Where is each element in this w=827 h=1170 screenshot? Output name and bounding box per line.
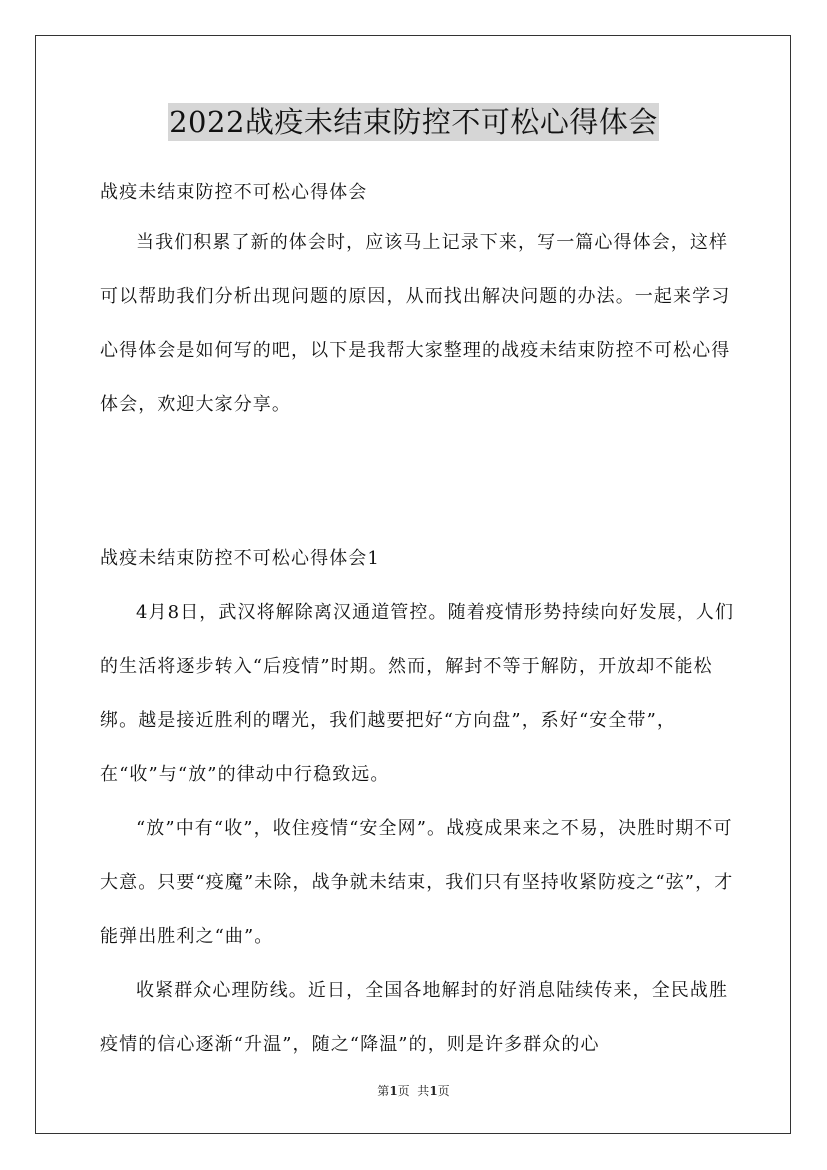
- document-body: [100, 170, 740, 1072]
- page-current-number: 1: [389, 1084, 398, 1098]
- page-label-prefix: 第: [377, 1084, 390, 1098]
- document-subtitle: 战疫未结束防控不可松心得体会: [100, 182, 368, 203]
- document-title-text: 2022战疫未结束防控不可松心得体会: [169, 105, 658, 139]
- page-footer: [0, 1082, 827, 1099]
- page-label-mid: 页 共: [397, 1084, 430, 1098]
- document-title: [0, 100, 827, 141]
- intro-paragraph: 当我们积累了新的体会时，应该马上记录下来，写一篇心得体会，这样可以帮助我们分析出现问题的原因，从而找出解决问题的办法。一起来学习心得体会是如何写的吧，以下是我帮大家整理的战疫未结束防控不可松心得体会，欢迎大家分享。: [100, 232, 731, 415]
- page-label-suffix: 页: [437, 1084, 450, 1098]
- page-total-number: 1: [429, 1084, 438, 1098]
- section-heading: 战疫未结束防控不可松心得体会1: [100, 548, 380, 569]
- body-paragraph-3: 收紧群众心理防线。近日，全国各地解封的好消息陆续传来，全民战胜疫情的信心逐渐“升温”，随之“降温”的，则是许多群众的心: [100, 980, 729, 1055]
- body-paragraph-1: 4月8日，武汉将解除离汉通道管控。随着疫情形势持续向好发展，人们的生活将逐步转入“后疫情”时期。然而，解封不等于解防，开放却不能松绑。越是接近胜利的曙光，我们越要把好“方向盘”，系好“安全带”，在“收”与“放”的律动中行稳致远。: [100, 602, 735, 785]
- body-paragraph-2: “放”中有“收”，收住疫情“安全网”。战疫成果来之不易，决胜时期不可大意。只要“疫魔”未除，战争就未结束，我们只有坚持收紧防疫之“弦”，才能弹出胜利之“曲”。: [100, 818, 734, 947]
